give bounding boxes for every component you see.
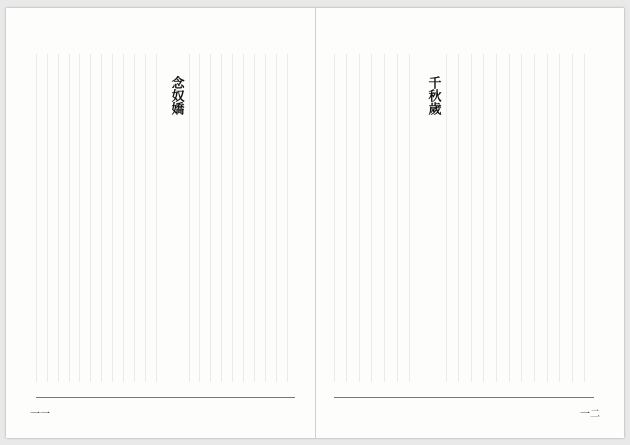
text-line xyxy=(287,54,295,382)
text-line xyxy=(221,54,229,382)
text-line xyxy=(371,54,381,382)
text-line xyxy=(101,54,109,382)
text-line xyxy=(254,54,262,382)
text-line xyxy=(134,54,142,382)
text-line xyxy=(346,54,356,382)
text-line xyxy=(521,54,531,382)
text-line xyxy=(199,54,207,382)
text-line xyxy=(112,54,120,382)
right-page xyxy=(316,8,625,438)
text-line xyxy=(509,54,519,382)
text-line xyxy=(584,54,594,382)
text-line xyxy=(496,54,506,382)
text-block xyxy=(334,54,595,382)
text-line xyxy=(397,54,407,382)
text-line xyxy=(471,54,481,382)
text-line xyxy=(384,54,394,382)
text-line xyxy=(232,54,240,382)
section-title: 千秋歲 xyxy=(425,76,441,115)
text-line xyxy=(276,54,284,382)
footer-rule xyxy=(36,397,295,398)
text-line xyxy=(359,54,369,382)
folio-number: 一二 xyxy=(580,409,600,420)
text-line xyxy=(36,54,44,382)
text-line xyxy=(79,54,87,382)
left-page xyxy=(6,8,316,438)
footer-rule xyxy=(334,397,595,398)
text-line xyxy=(69,54,77,382)
section-title: 念奴嬌 xyxy=(168,76,184,115)
text-line xyxy=(123,54,131,382)
text-line xyxy=(458,54,468,382)
folio-number: 一一 xyxy=(30,409,50,420)
text-line xyxy=(334,54,344,382)
text-block xyxy=(36,54,295,382)
text-line xyxy=(189,54,197,382)
text-line xyxy=(547,54,557,382)
text-line xyxy=(572,54,582,382)
text-line xyxy=(156,54,164,382)
text-line xyxy=(243,54,251,382)
book-spread xyxy=(6,8,624,438)
text-line xyxy=(483,54,493,382)
text-line xyxy=(210,54,218,382)
text-line xyxy=(145,54,153,382)
text-line xyxy=(47,54,55,382)
text-line xyxy=(58,54,66,382)
text-line xyxy=(446,54,456,382)
text-line xyxy=(409,54,419,382)
text-line xyxy=(559,54,569,382)
text-line xyxy=(534,54,544,382)
text-line xyxy=(265,54,273,382)
text-line xyxy=(90,54,98,382)
